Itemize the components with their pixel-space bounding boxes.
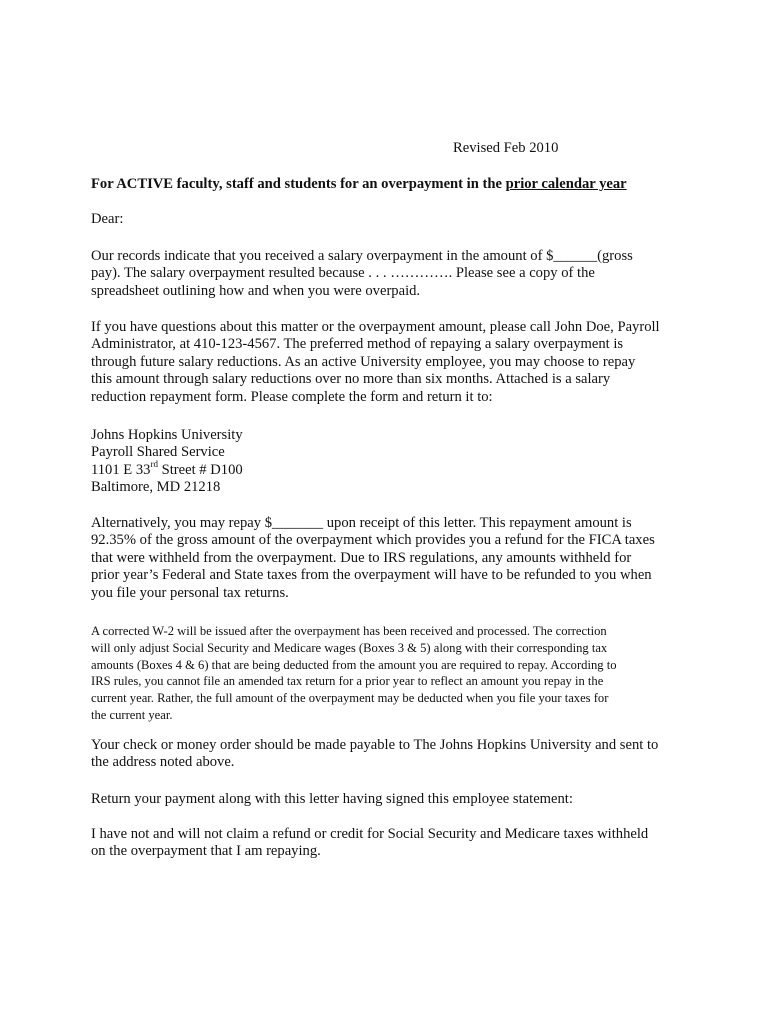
street-name: Street # D100 — [157, 461, 243, 478]
paragraph-alternative-repayment — [91, 515, 691, 602]
revision-date: Revised Feb 2010 — [453, 140, 559, 156]
text-line: IRS rules, you cannot file an amended tax return for a prior year to reflect an amount you repay in the — [91, 674, 604, 689]
address-line — [91, 458, 691, 479]
heading-underlined-text: prior calendar year — [505, 176, 627, 192]
text-line: A corrected W-2 will be issued after the overpayment has been received and processed. The correction — [91, 624, 607, 638]
paragraph-payment-instructions — [91, 737, 691, 772]
address-line: Baltimore, MD 21218 — [91, 479, 221, 496]
text-line: that were withheld from the overpayment. Due to IRS regulations, any amounts withheld for — [91, 549, 632, 566]
letter-heading — [91, 176, 691, 193]
paragraph-contact-info — [91, 319, 691, 406]
text-line: prior year’s Federal and State taxes from the overpayment will have to be refunded to you when — [91, 567, 652, 584]
employee-statement — [91, 826, 691, 861]
text-line: 92.35% of the gross amount of the overpayment which provides you a refund for the FICA taxes — [91, 532, 655, 549]
text-line: this amount through salary reductions over no more than six months. Attached is a salary — [91, 371, 611, 388]
mailing-address — [91, 427, 691, 497]
text-line: current year. Rather, the full amount of the overpayment may be deducted when you file your taxes for — [91, 691, 609, 706]
text-line: If you have questions about this matter or the overpayment amount, please call John Doe, Payroll — [91, 319, 660, 335]
text-line: you file your personal tax returns. — [91, 584, 289, 601]
heading-text: For ACTIVE faculty, staff and students for an overpayment in the — [91, 176, 506, 192]
paragraph-w2-correction — [91, 623, 691, 724]
ordinal-suffix: rd — [150, 458, 158, 469]
paragraph-return-instructions — [91, 791, 691, 808]
text-line: Alternatively, you may repay $_______ upon receipt of this letter. This repayment amount is — [91, 515, 632, 531]
text-line: through future salary reductions. As an active University employee, you may choose to repay — [91, 353, 636, 370]
address-line: Payroll Shared Service — [91, 444, 225, 461]
text-line: Our records indicate that you received a salary overpayment in the amount of $______(gross — [91, 248, 633, 264]
address-line: Johns Hopkins University — [91, 427, 243, 443]
text-line: Administrator, at 410-123-4567. The preferred method of repaying a salary overpayment is — [91, 336, 624, 353]
text-line: I have not and will not claim a refund or credit for Social Security and Medicare taxes withheld — [91, 826, 649, 842]
text-line: reduction repayment form. Please complete the form and return it to: — [91, 388, 493, 405]
text-line: spreadsheet outlining how and when you were overpaid. — [91, 282, 421, 299]
salutation: Dear: — [91, 211, 124, 227]
street-number: 1101 E 33 — [91, 461, 151, 478]
text-line: Your check or money order should be made payable to The Johns Hopkins University and sent to — [91, 737, 659, 753]
text-line: the current year. — [91, 707, 173, 722]
text-line: on the overpayment that I am repaying. — [91, 843, 321, 860]
text-line: pay). The salary overpayment resulted because . . . …………. Please see a copy of the — [91, 265, 595, 282]
paragraph-overpayment-notice — [91, 248, 691, 300]
text-line: the address noted above. — [91, 754, 235, 771]
text-line: will only adjust Social Security and Medicare wages (Boxes 3 & 5) along with their corresponding tax — [91, 640, 608, 655]
text-line: Return your payment along with this letter having signed this employee statement: — [91, 791, 573, 807]
text-line: amounts (Boxes 4 & 6) that are being deducted from the amount you are required to repay. According to — [91, 657, 617, 672]
